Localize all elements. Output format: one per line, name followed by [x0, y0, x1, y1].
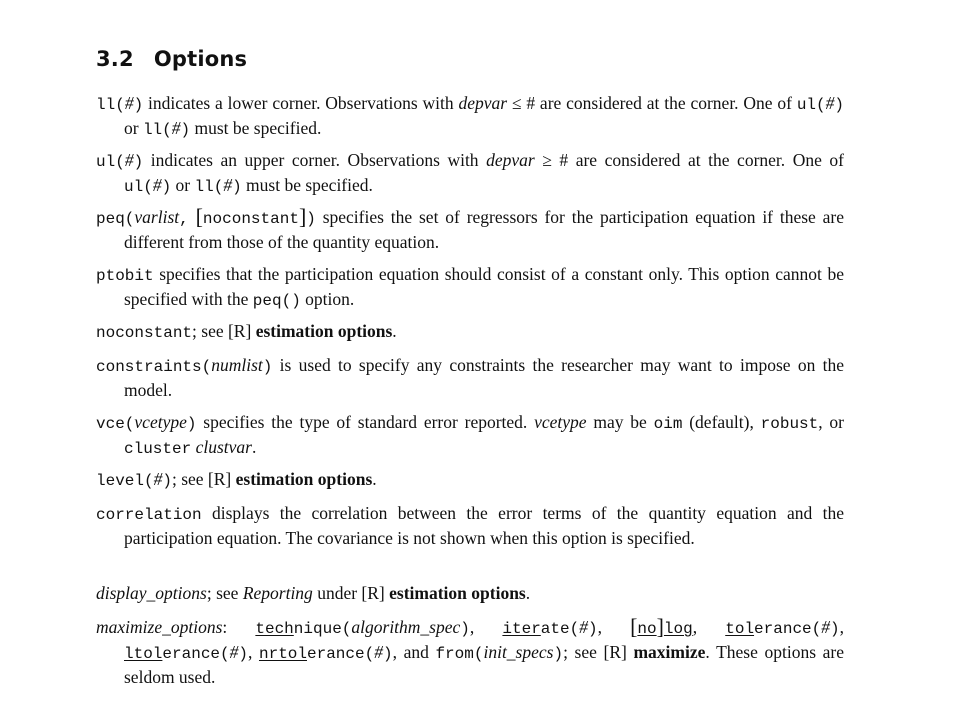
option-correlation: correlation displays the correlation between the error terms of the quantity equation and the participation equation. The covariance is not shown when this option is specified. [96, 503, 844, 548]
option-name: constraints( [96, 358, 212, 376]
option-noconstant: noconstant; see [R] estimation options. [96, 321, 397, 342]
option-vce: vce(vcetype) specifies the type of standard error reported. vcetype may be oim (default), robust, or cluster clustvar. [96, 412, 844, 458]
option-display-options: display_options; see Reporting under [R] estimation options. [96, 583, 531, 603]
option-constraints: constraints(numlist) is used to specify any constraints the researcher may want to impose on the model. [96, 355, 844, 400]
option-level: level(#); see [R] estimation options. [96, 469, 377, 490]
section-heading [96, 47, 247, 71]
reference-link: estimation options [255, 321, 393, 341]
option-name: ll( [96, 96, 125, 114]
option-name: display_options [96, 583, 207, 603]
option-ptobit: ptobit specifies that the participation equation should consist of a constant only. This option cannot be specified with the peq() option. [96, 264, 844, 310]
option-name: level( [96, 472, 154, 490]
option-maximize-options: maximize_options: technique(algorithm_spec), iterate(#), [no]log, tolerance(#), ltolerance(#), nrtolerance(#), and from(init_specs); see [R] maximize. These options are seldom used. [96, 614, 844, 687]
option-ul: ul(#) indicates an upper corner. Observations with depvar ≥ # are considered at the corner. One of ul(#) or ll(#) must be specified. [96, 150, 844, 196]
section-title: Options [153, 47, 248, 71]
section-number: 3.2 [96, 47, 134, 71]
reference-link: estimation options [389, 583, 526, 603]
reference-link: maximize [633, 642, 706, 662]
option-name: noconstant [96, 324, 193, 342]
option-name: ptobit [96, 267, 154, 285]
reference-link: estimation options [235, 469, 373, 489]
option-name: peq( [96, 210, 135, 228]
option-name: correlation [96, 506, 202, 524]
option-name: ul( [96, 153, 125, 171]
option-name: vce( [96, 415, 135, 433]
option-ll: ll(#) indicates a lower corner. Observations with depvar ≤ # are considered at the corner. One of ul(#) or ll(#) must be specified. [96, 93, 844, 139]
option-peq: peq(varlist, [noconstant]) specifies the set of regressors for the participation equation if these are different from those of the quantity equation. [96, 204, 845, 252]
option-name: maximize_options [96, 617, 223, 637]
